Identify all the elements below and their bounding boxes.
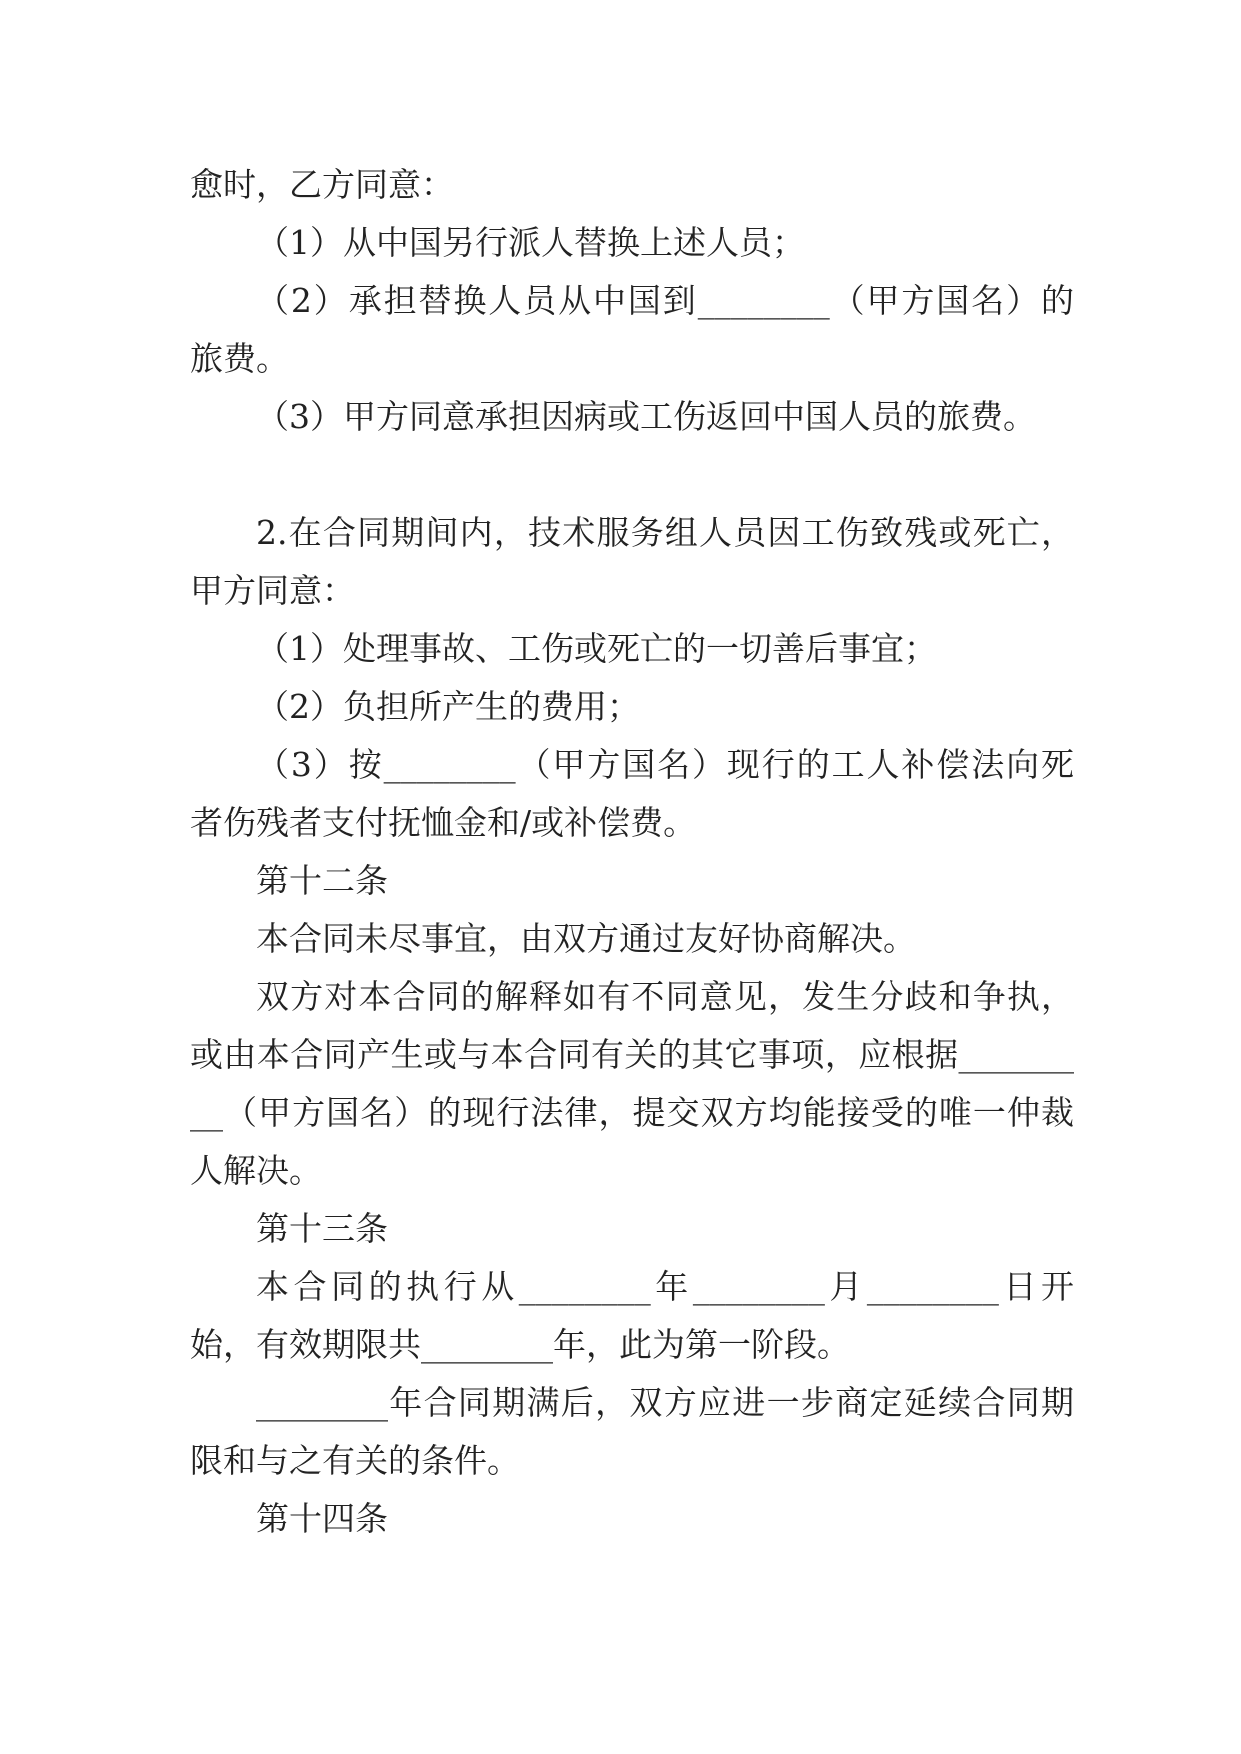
text-line: 本合同未尽事宜，由双方通过友好协商解决。	[256, 919, 916, 958]
list-item	[190, 736, 1074, 852]
text-line: 始，有效期限共________年，此为第一阶段。	[190, 1325, 850, 1364]
text-line: 第十三条	[256, 1209, 388, 1248]
text-line: 甲方同意：	[190, 571, 355, 610]
text-line: （3）甲方同意承担因病或工伤返回中国人员的旅费。	[256, 397, 1036, 436]
paragraph	[190, 504, 1074, 620]
text-line: 旅费。	[190, 339, 289, 378]
text-line: ________年合同期满后，双方应进一步商定延续合同期	[256, 1383, 1074, 1422]
article-heading	[190, 852, 1074, 910]
paragraph	[190, 910, 1074, 968]
text-line: 第十二条	[256, 861, 388, 900]
list-item	[190, 620, 1074, 678]
article-heading	[190, 1490, 1074, 1548]
text-line: （2）承担替换人员从中国到________（甲方国名）的	[256, 281, 1074, 320]
list-item	[190, 214, 1074, 272]
text-line: 2.在合同期间内，技术服务组人员因工伤致残或死亡，	[256, 513, 1074, 552]
text-line: 愈时，乙方同意：	[190, 165, 454, 204]
text-line: （3）按________（甲方国名）现行的工人补偿法向死	[256, 745, 1074, 784]
blank-line	[190, 446, 1074, 504]
text-line: 人解决。	[190, 1151, 322, 1190]
document-body	[190, 156, 1074, 1548]
text-line: 第十四条	[256, 1499, 388, 1538]
text-line: 者伤残者支付抚恤金和/或补偿费。	[190, 803, 697, 842]
paragraph	[190, 1374, 1074, 1490]
text-line: 双方对本合同的解释如有不同意见，发生分歧和争执，	[256, 977, 1074, 1016]
paragraph	[190, 156, 1074, 214]
paragraph	[190, 1258, 1074, 1374]
article-heading	[190, 1200, 1074, 1258]
paragraph	[190, 968, 1074, 1200]
list-item	[190, 272, 1074, 388]
text-line: 或由本合同产生或与本合同有关的其它事项，应根据_______	[190, 1035, 1074, 1074]
text-line: 限和与之有关的条件。	[190, 1441, 520, 1480]
text-line: （1）从中国另行派人替换上述人员；	[256, 223, 805, 262]
text-line: __（甲方国名）的现行法律，提交双方均能接受的唯一仲裁	[190, 1093, 1074, 1132]
text-line: （2）负担所产生的费用；	[256, 687, 640, 726]
text-line: （1）处理事故、工伤或死亡的一切善后事宜；	[256, 629, 937, 668]
list-item	[190, 388, 1074, 446]
text-line: 本合同的执行从________年________月________日开	[256, 1267, 1074, 1306]
list-item	[190, 678, 1074, 736]
